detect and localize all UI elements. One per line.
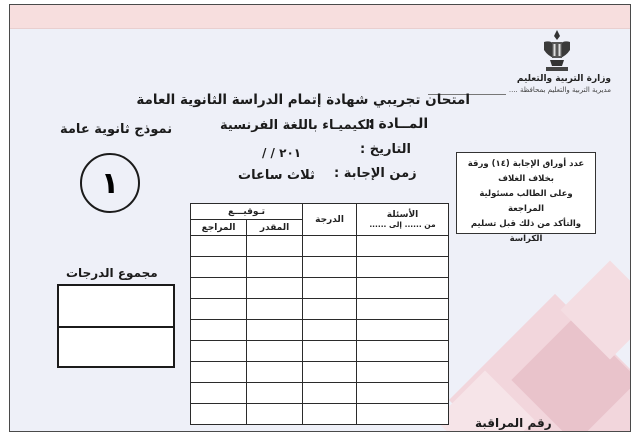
directorate-name: مديرية التربية والتعليم بمحافظة ....: [508, 86, 611, 94]
subject-label: المــادة :: [368, 116, 429, 132]
grade-cell[interactable]: [303, 257, 357, 278]
total-grades-box: [57, 284, 175, 368]
questions-header-cell: [357, 204, 449, 236]
grade-cell[interactable]: [247, 383, 303, 404]
total-grades-cell[interactable]: [59, 326, 173, 366]
notice-line: والتأكد من ذلك قبل تسليم الكراسة: [470, 219, 582, 244]
grade-header: الدرجة: [303, 204, 357, 236]
eagle-emblem-icon: [540, 28, 574, 74]
grade-cell[interactable]: [247, 257, 303, 278]
sheets-notice-box: [456, 152, 596, 244]
date-value: / / ٢٠١: [262, 146, 302, 160]
grade-cell[interactable]: [357, 341, 449, 362]
grade-cell[interactable]: [357, 278, 449, 299]
grade-cell[interactable]: [303, 299, 357, 320]
grade-cell[interactable]: [357, 362, 449, 383]
grade-cell[interactable]: [247, 320, 303, 341]
duration-value: ثلاث ساعات: [238, 168, 315, 183]
grade-cell[interactable]: [357, 257, 449, 278]
grade-cell[interactable]: [191, 320, 247, 341]
subject-value: الكيميـاء باللغة الفرنسية: [220, 118, 375, 133]
grade-cell[interactable]: [303, 278, 357, 299]
grade-cell[interactable]: [247, 341, 303, 362]
grade-cell[interactable]: [191, 362, 247, 383]
grade-cell[interactable]: [191, 278, 247, 299]
grade-row: [191, 257, 449, 278]
notice-line: عدد أوراق الإجابة (١٤) ورقة: [467, 159, 585, 169]
date-label: التاريخ :: [360, 142, 411, 157]
question-range: من ...... إلى ......: [369, 220, 436, 229]
grade-cell[interactable]: [247, 278, 303, 299]
top-band: [10, 5, 630, 29]
grade-cell[interactable]: [303, 404, 357, 425]
ministry-block: [505, 74, 611, 94]
grade-row: [191, 278, 449, 299]
grade-cell[interactable]: [191, 341, 247, 362]
grade-cell[interactable]: [357, 383, 449, 404]
exam-title: امتحان تجريبي شهادة إتمام الدراسة الثانوية العامة: [136, 92, 470, 108]
model-number-badge: [80, 153, 140, 213]
grade-cell[interactable]: [191, 404, 247, 425]
grade-cell[interactable]: [303, 362, 357, 383]
ministry-name: وزارة التربية والتعليم: [516, 74, 611, 84]
grade-row: [191, 236, 449, 257]
assessor-header: المقدر: [247, 220, 303, 236]
observer-number-label: رقم المراقبة: [475, 416, 552, 430]
total-grades-cell[interactable]: [59, 286, 173, 326]
model-number: ١: [100, 165, 120, 201]
grade-cell[interactable]: [303, 341, 357, 362]
grade-cell[interactable]: [191, 299, 247, 320]
grade-cell[interactable]: [191, 236, 247, 257]
grade-cell[interactable]: [303, 236, 357, 257]
grade-cell[interactable]: [303, 383, 357, 404]
grade-row: [191, 341, 449, 362]
grade-cell[interactable]: [247, 404, 303, 425]
grade-row: [191, 404, 449, 425]
grade-row: [191, 362, 449, 383]
grade-cell[interactable]: [357, 236, 449, 257]
grade-cell[interactable]: [247, 299, 303, 320]
grade-cell[interactable]: [357, 404, 449, 425]
model-label: نموذج ثانوية عامة: [60, 122, 173, 137]
grade-cell[interactable]: [357, 299, 449, 320]
grades-table: [190, 203, 449, 425]
reviewer-header: المراجع: [191, 220, 247, 236]
grade-row: [191, 383, 449, 404]
signature-header: تـوقيـــع: [191, 204, 303, 220]
grade-cell[interactable]: [247, 236, 303, 257]
questions-header: الأسئلة: [386, 210, 419, 220]
grade-rows: [191, 236, 449, 425]
notice-line: وعلى الطالب مسئولية المراجعة: [479, 189, 573, 214]
duration-label: زمن الإجابة :: [334, 166, 417, 181]
grade-row: [191, 299, 449, 320]
grade-cell[interactable]: [357, 320, 449, 341]
grade-cell[interactable]: [247, 362, 303, 383]
grade-row: [191, 320, 449, 341]
grade-cell[interactable]: [191, 257, 247, 278]
notice-line: بخلاف الغلاف: [498, 174, 554, 184]
grade-cell[interactable]: [303, 320, 357, 341]
total-grades-label: مجموع الدرجات: [66, 266, 158, 280]
grade-cell[interactable]: [191, 383, 247, 404]
